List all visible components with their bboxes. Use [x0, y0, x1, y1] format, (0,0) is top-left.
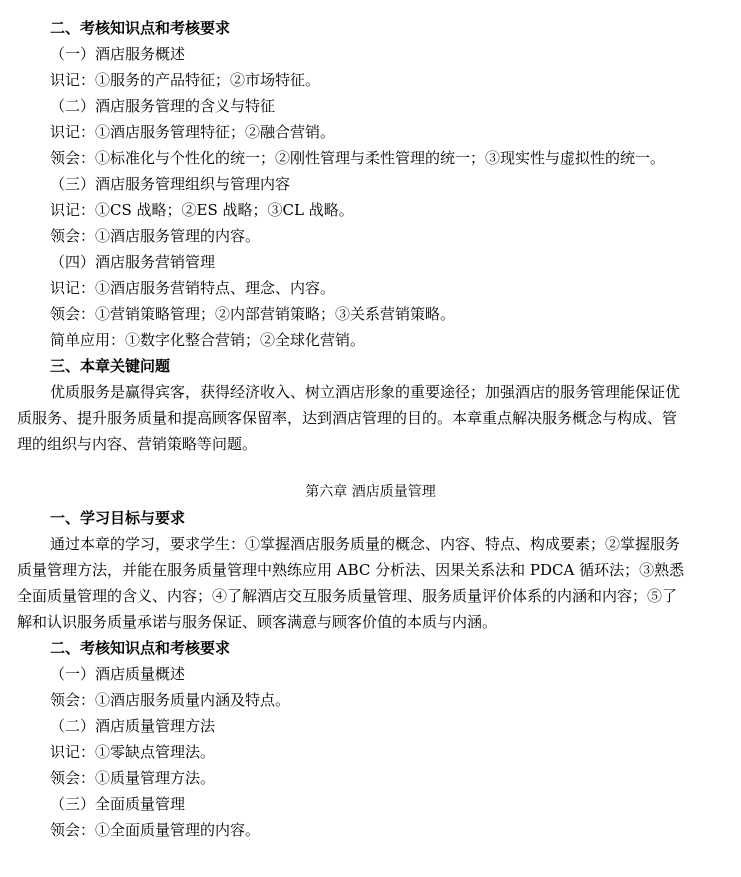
section-heading-key-issues: 三、本章关键问题 — [50, 357, 171, 375]
paragraph-line: 质量管理方法，并能在服务质量管理中熟练应用 ABC 分析法、因果关系法和 PDCA 循环法；③熟悉 — [17, 561, 685, 579]
paragraph-line: 全面质量管理的含义、内容；④了解酒店交互服务质量管理、服务质量评价体系的内涵和内容；⑤了 — [17, 587, 678, 605]
requirement-line: 识记：①酒店服务管理特征；②融合营销。 — [50, 123, 336, 141]
requirement-line: 识记：①酒店服务营销特点、理念、内容。 — [50, 279, 336, 297]
paragraph-line: 质服务、提升服务质量和提高顾客保留率，达到酒店管理的目的。本章重点解决服务概念与构成、管 — [17, 409, 678, 427]
paragraph-line: 解和认识服务质量承诺与服务保证、顾客满意与顾客价值的本质与内涵。 — [17, 613, 498, 631]
section-heading-goals: 一、学习目标与要求 — [50, 509, 186, 527]
requirement-line: 领会：①营销策略管理；②内部营销策略；③关系营销策略。 — [50, 305, 456, 323]
requirement-line: 领会：①酒店服务管理的内容。 — [50, 227, 261, 245]
requirement-line: 识记：①零缺点管理法。 — [50, 743, 216, 761]
paragraph-line: 理的组织与内容、营销策略等问题。 — [17, 435, 258, 453]
subsection-title: （一）酒店服务概述 — [50, 45, 186, 63]
requirement-line: 识记：①服务的产品特征；②市场特征。 — [50, 71, 321, 89]
subsection-title: （三）全面质量管理 — [50, 795, 186, 813]
paragraph-line: 优质服务是赢得宾客，获得经济收入、树立酒店形象的重要途径；加强酒店的服务管理能保证优 — [50, 383, 681, 401]
subsection-title: （二）酒店服务管理的含义与特征 — [50, 97, 276, 115]
subsection-title: （一）酒店质量概述 — [50, 665, 186, 683]
subsection-title: （二）酒店质量管理方法 — [50, 717, 216, 735]
requirement-line: 领会：①质量管理方法。 — [50, 769, 216, 787]
subsection-title: （三）酒店服务管理组织与管理内容 — [50, 175, 291, 193]
subsection-title: （四）酒店服务营销管理 — [50, 253, 216, 271]
requirement-line: 领会：①标准化与个性化的统一；②刚性管理与柔性管理的统一；③现实性与虚拟性的统一。 — [50, 149, 666, 167]
chapter-title: 第六章 酒店质量管理 — [305, 484, 436, 500]
requirement-line: 领会：①全面质量管理的内容。 — [50, 821, 261, 839]
requirement-line: 领会：①酒店服务质量内涵及特点。 — [50, 691, 291, 709]
paragraph-line: 通过本章的学习，要求学生：①掌握酒店服务质量的概念、内容、特点、构成要素；②掌握服务 — [50, 535, 681, 553]
section-heading-assessment: 二、考核知识点和考核要求 — [50, 19, 231, 37]
section-heading-assessment: 二、考核知识点和考核要求 — [50, 639, 231, 657]
requirement-line: 简单应用：①数字化整合营销；②全球化营销。 — [50, 331, 366, 349]
requirement-line: 识记：①CS 战略；②ES 战略；③CL 战略。 — [50, 201, 354, 219]
